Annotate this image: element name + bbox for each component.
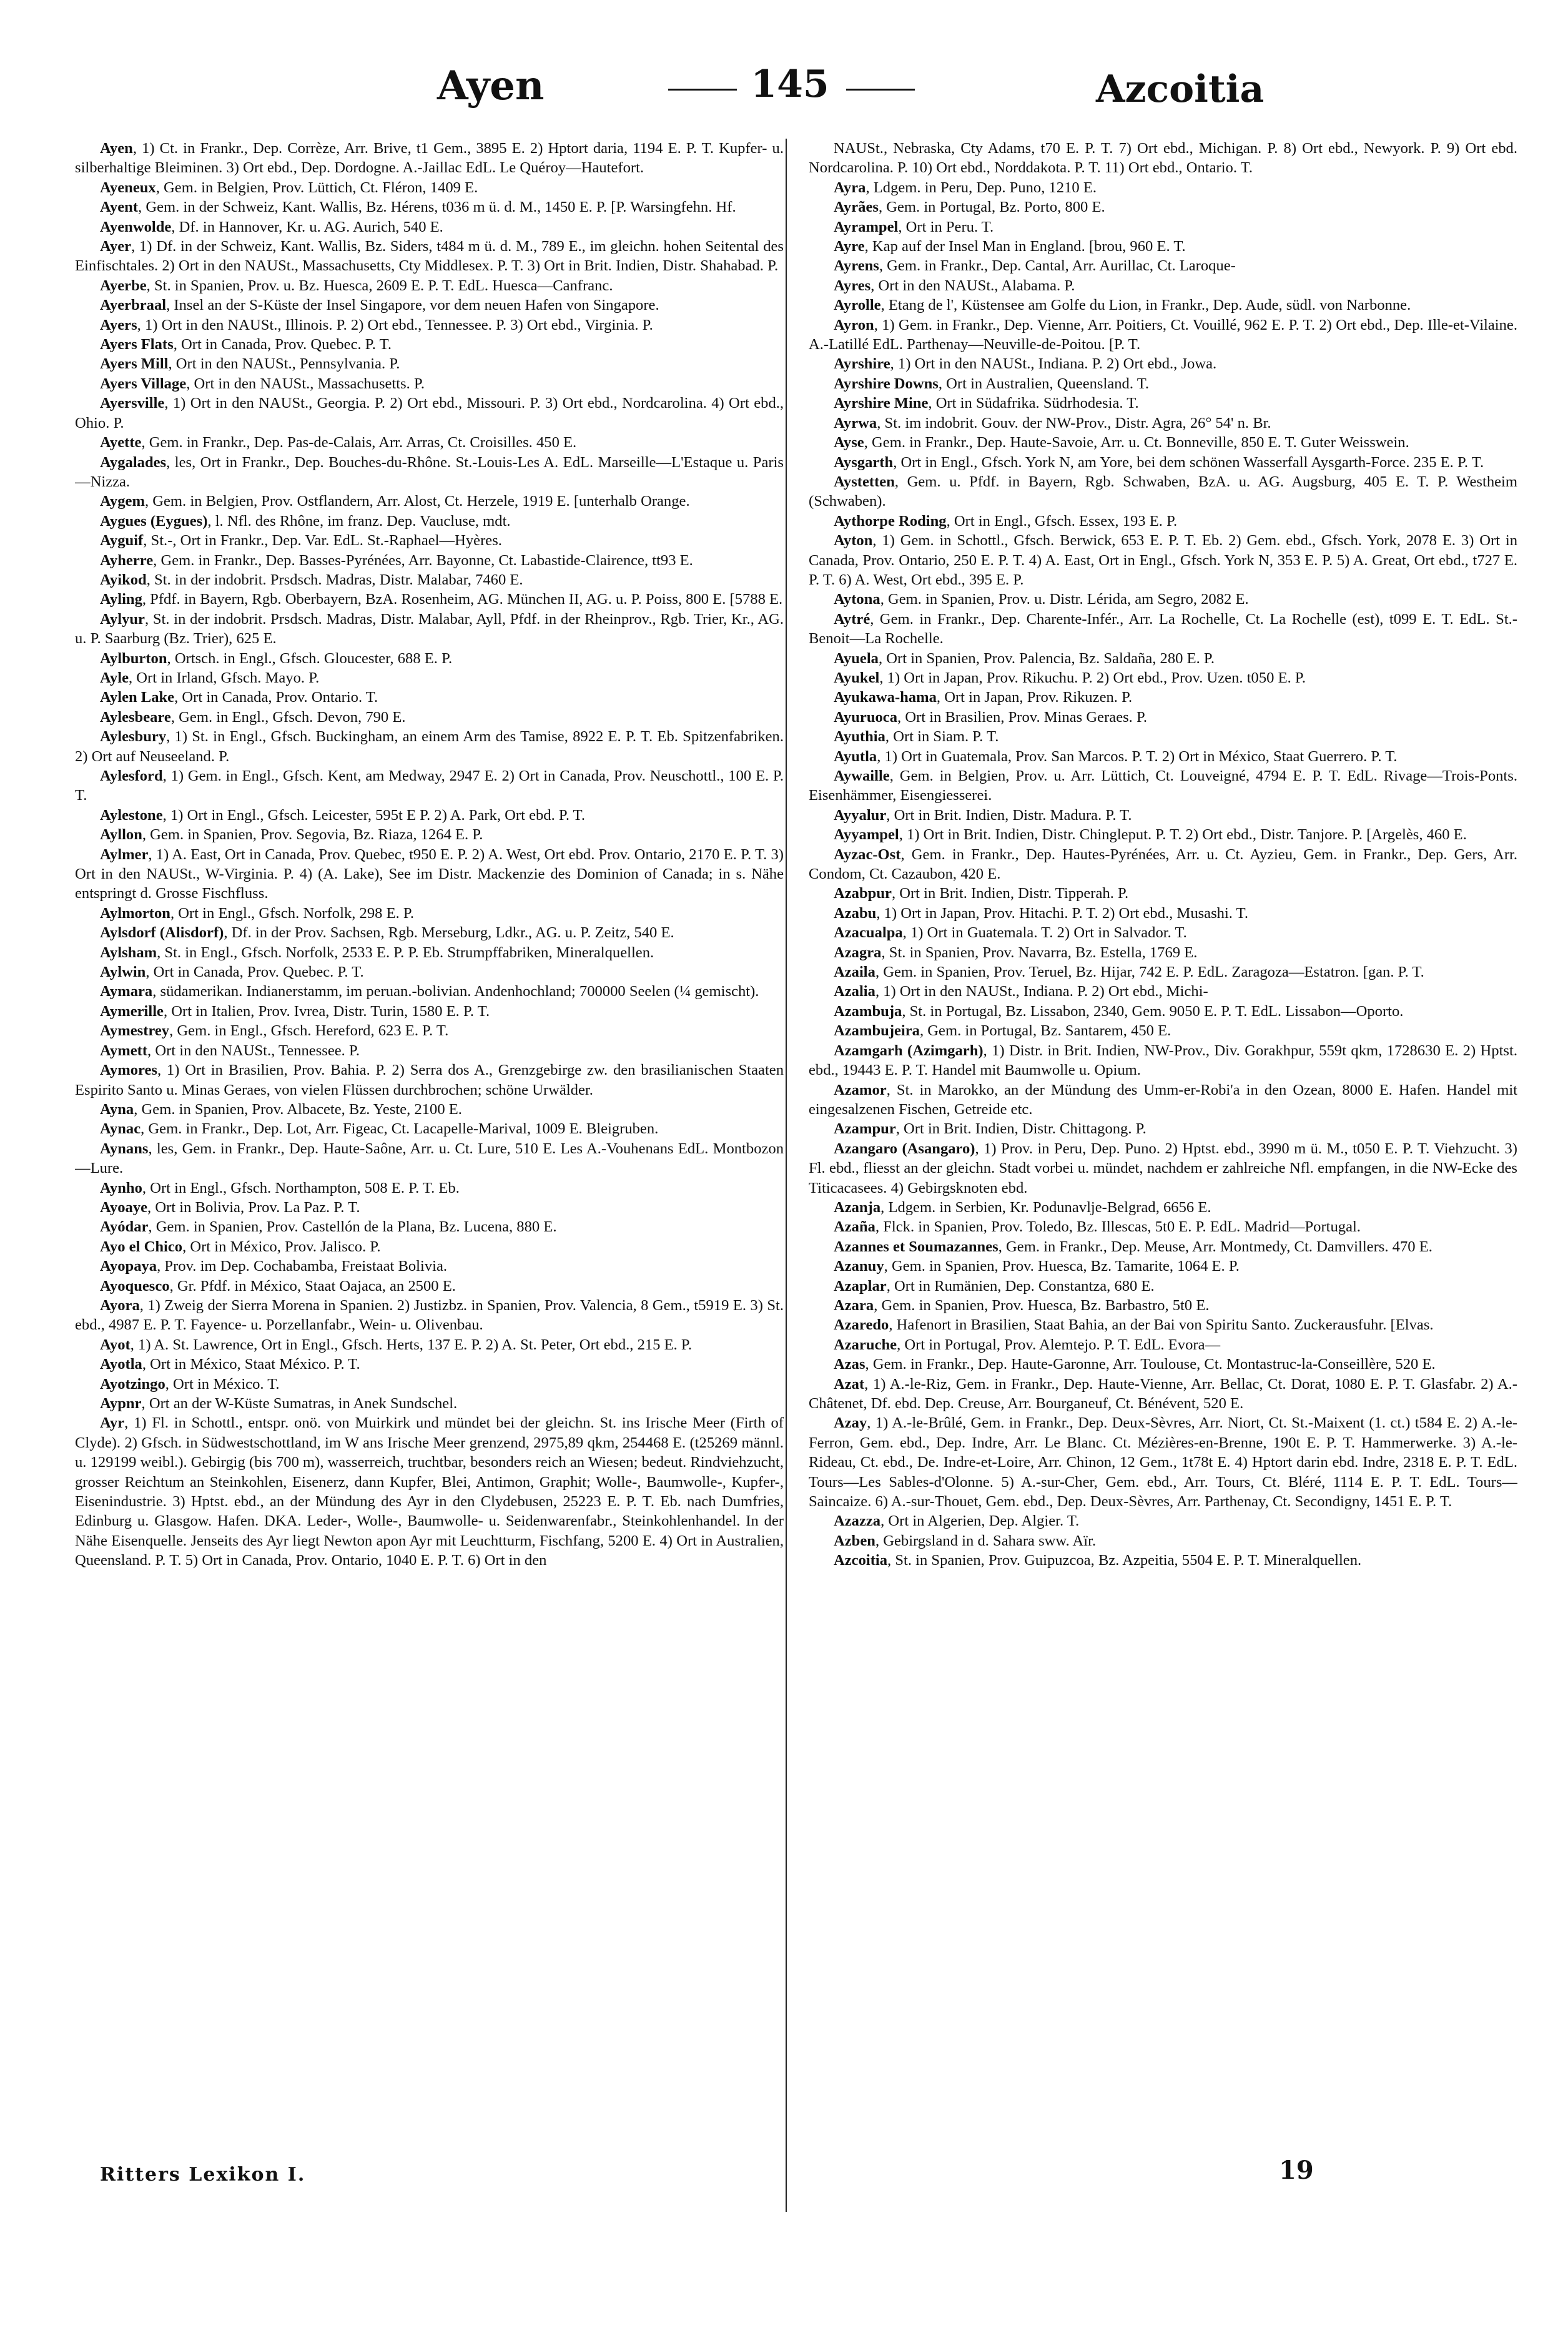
- dictionary-entry: Ayódar, Gem. in Spanien, Prov. Castellón de la Plana, Bz. Lucena, 880 E.: [100, 1218, 557, 1236]
- dictionary-entry: Aymores, 1) Ort in Brasilien, Prov. Bahia. P. 2) Serra dos A., Grenzgebirge zw. den brasilianischen Staaten Espirito Santo u. Minas Geraes, von vielen Flüssen durchbrochen; schöne Urwälder.: [75, 1062, 784, 1098]
- dictionary-entry: Ayguif, St.-, Ort in Frankr., Dep. Var. EdL. St.-Raphael—Hyères.: [100, 532, 502, 550]
- dictionary-entry: Ayers Mill, Ort in den NAUSt., Pennsylvania. P.: [100, 355, 400, 373]
- dictionary-entry: Ayre, Kap auf der Insel Man in England. [brou, 960 E. T.: [834, 238, 1186, 255]
- dictionary-entry: Azalia, 1) Ort in den NAUSt., Indiana. P. 2) Ort ebd., Michi-: [834, 983, 1208, 1000]
- dictionary-entry: Ayrens, Gem. in Frankr., Dep. Cantal, Arr. Aurillac, Ct. Laroque-: [834, 257, 1236, 275]
- dictionary-entry: Aygalades, les, Ort in Frankr., Dep. Bouches-du-Rhône. St.-Louis-Les A. EdL. Marseille—L'Estaque u. Paris—Nizza.: [75, 453, 784, 490]
- running-head-last-entry: Azcoitia: [1096, 67, 1265, 111]
- dictionary-entry: Azagra, St. in Spanien, Prov. Navarra, Bz. Estella, 1769 E.: [834, 944, 1198, 961]
- dictionary-entry: Aysgarth, Ort in Engl., Gfsch. York N, am Yore, bei dem schönen Wasserfall Aysgarth-Force. 235 E. P. T.: [834, 453, 1484, 471]
- dictionary-entry: Ayrshire Downs, Ort in Australien, Queensland. T.: [834, 375, 1150, 392]
- footer-signature: Ritters Lexikon I.: [100, 2164, 306, 2186]
- dictionary-entry: Ayzac-Ost, Gem. in Frankr., Dep. Hautes-Pyrénées, Arr. u. Ct. Ayzieu, Gem. in Frankr., Dep. Gers, Arr. Condom, Ct. Cazaubon, 420 E.: [809, 846, 1517, 883]
- dictionary-entry: Ayeneux, Gem. in Belgien, Prov. Lüttich, Ct. Fléron, 1409 E.: [100, 179, 478, 196]
- dictionary-entry: Azaplar, Ort in Rumänien, Dep. Constantza, 680 E.: [834, 1277, 1155, 1295]
- dictionary-entry: Ayllon, Gem. in Spanien, Prov. Segovia, Bz. Riaza, 1264 E. P.: [100, 826, 483, 844]
- dictionary-entry: Ayopaya, Prov. im Dep. Cochabamba, Freistaat Bolivia.: [100, 1258, 448, 1275]
- dictionary-entry: Ayra, Ldgem. in Peru, Dep. Puno, 1210 E.: [834, 179, 1097, 196]
- dictionary-entry: Aylmer, 1) A. East, Ort in Canada, Prov. Quebec, t950 E. P. 2) A. West, Ort ebd. Prov. Ontario, 2170 E. P. T. 3) Ort in den NAUSt., W-Virginia. P. 4) (A. Lake), See im Distr. Mackenzie des Dominion of Canada; in s. Nähe entspringt d. Grosse Fischfluss.: [75, 846, 784, 902]
- dictionary-entry: Azacualpa, 1) Ort in Guatemala. T. 2) Ort in Salvador. T.: [834, 924, 1187, 942]
- dictionary-entry: Ayyalur, Ort in Brit. Indien, Distr. Madura. P. T.: [834, 806, 1132, 824]
- dictionary-entry: Aylburton, Ortsch. in Engl., Gfsch. Gloucester, 688 E. P.: [100, 649, 453, 667]
- dictionary-entry: Azambujeira, Gem. in Portugal, Bz. Santarem, 450 E.: [834, 1022, 1171, 1040]
- dictionary-entry: Azara, Gem. in Spanien, Prov. Huesca, Bz. Barbastro, 5t0 E.: [834, 1296, 1210, 1314]
- dictionary-entry: Ayo el Chico, Ort in México, Prov. Jalisco. P.: [100, 1238, 381, 1255]
- dictionary-entry: Aylwin, Ort in Canada, Prov. Quebec. P. T.: [100, 964, 364, 981]
- dictionary-entry: Ayukawa-hama, Ort in Japan, Prov. Rikuzen. P.: [834, 689, 1133, 706]
- right-column: [809, 139, 1517, 2212]
- dictionary-entry: Aymerille, Ort in Italien, Prov. Ivrea, Distr. Turin, 1580 E. P. T.: [100, 1002, 490, 1020]
- dictionary-entry: Aymestrey, Gem. in Engl., Gfsch. Hereford, 623 E. P. T.: [100, 1022, 449, 1040]
- signature-number: 19: [1279, 2156, 1314, 2185]
- dictionary-entry: Ayyampel, 1) Ort in Brit. Indien, Distr. Chingleput. P. T. 2) Ort ebd., Distr. Tanjore. P. [Argelès, 460 E.: [834, 826, 1467, 844]
- dictionary-entry: Aynho, Ort in Engl., Gfsch. Northampton, 508 E. P. T. Eb.: [100, 1179, 460, 1196]
- dictionary-entry: Ayrshire Mine, Ort in Südafrika. Südrhodesia. T.: [834, 395, 1139, 412]
- dictionary-entry: Azaila, Gem. in Spanien, Prov. Teruel, Bz. Hijar, 742 E. P. EdL. Zaragoza—Estatron. [gan. P. T.: [834, 964, 1424, 981]
- dictionary-entry: Ayikod, St. in der indobrit. Prsdsch. Madras, Distr. Malabar, 7460 E.: [100, 571, 523, 588]
- header-dash-right: [846, 89, 915, 91]
- dictionary-entry: Azaredo, Hafenort in Brasilien, Staat Bahia, an der Bai von Spiritu Santo. Zuckerausfuhr. [Elvas.: [834, 1316, 1434, 1334]
- dictionary-entry: Ayette, Gem. in Frankr., Dep. Pas-de-Calais, Arr. Arras, Ct. Croisilles. 450 E.: [100, 434, 577, 451]
- dictionary-entry: Azamor, St. in Marokko, an der Mündung des Umm-er-Robi'a in den Ozean, 8000 E. Hafen. Handel mit eingesalzenen Fischen, Getreide etc.: [809, 1081, 1517, 1118]
- dictionary-entry: Azcoitia, St. in Spanien, Prov. Guipuzcoa, Bz. Azpeitia, 5504 E. P. T. Mineralquellen.: [834, 1552, 1362, 1569]
- dictionary-entry: Azazza, Ort in Algerien, Dep. Algier. T.: [834, 1512, 1080, 1530]
- dictionary-entry: Ayora, 1) Zweig der Sierra Morena in Spanien. 2) Justizbz. in Spanien, Prov. Valencia, 8 Gem., t5919 E. 3) St. ebd., 4987 E. P. T. Fayence- u. Porzellanfabr., Wein- u. Olivenbau.: [75, 1296, 784, 1334]
- dictionary-entry: Ayerbraal, Insel an der S-Küste der Insel Singapore, vor dem neuen Hafen von Singapore.: [100, 297, 659, 314]
- dictionary-entry: Azaruche, Ort in Portugal, Prov. Alemtejo. P. T. EdL. Evora—: [834, 1336, 1221, 1353]
- dictionary-entry: Aymett, Ort in den NAUSt., Tennessee. P.: [100, 1042, 360, 1059]
- dictionary-entry: Ayent, Gem. in der Schweiz, Kant. Wallis, Bz. Hérens, t036 m ü. d. M., 1450 E. P. [P. Warsingfehn. Hf.: [100, 199, 736, 216]
- dictionary-entry: Aylesbeare, Gem. in Engl., Gfsch. Devon, 790 E.: [100, 708, 406, 726]
- dictionary-entry: Ayer, 1) Df. in der Schweiz, Kant. Wallis, Bz. Siders, t484 m ü. d. M., 789 E., im gleichn. hohen Seitental des Einfischtales. 2) Ort in den NAUSt., Massachusetts, Cty Middlesex. P. T. 3) Ort in Brit. Indien, Distr. Shahabad. P.: [75, 238, 784, 275]
- dictionary-entry: Azabu, 1) Ort in Japan, Prov. Hitachi. P. T. 2) Ort ebd., Musashi. T.: [834, 904, 1248, 922]
- dictionary-entry: Ayron, 1) Gem. in Frankr., Dep. Vienne, Arr. Poitiers, Ct. Vouillé, 962 E. P. T. 2) Ort ebd., Dep. Ille-et-Vilaine. A.-Latillé EdL. Parthenay—Neuville-de-Poitou. [P. T.: [809, 316, 1517, 353]
- dictionary-entry: Azambuja, St. in Portugal, Bz. Lissabon, 2340, Gem. 9050 E. P. T. EdL. Lissabon—Oporto.: [834, 1002, 1404, 1020]
- dictionary-entry: Aynans, les, Gem. in Frankr., Dep. Haute-Saône, Arr. u. Ct. Lure, 510 E. Les A.-Vouhenans EdL. Montbozon—Lure.: [75, 1140, 784, 1177]
- dictionary-entry: Aywaille, Gem. in Belgien, Prov. u. Arr. Lüttich, Ct. Louveigné, 4794 E. P. T. EdL. Rivage—Trois-Ponts. Eisenhämmer, Eisengiesserei.: [809, 767, 1517, 804]
- dictionary-entry: Aytona, Gem. in Spanien, Prov. u. Distr. Lérida, am Segro, 2082 E.: [834, 591, 1249, 608]
- dictionary-entry: Ayotla, Ort in México, Staat México. P. T.: [100, 1356, 360, 1373]
- dictionary-entry: Azampur, Ort in Brit. Indien, Distr. Chittagong. P.: [834, 1120, 1146, 1138]
- dictionary-entry: Ayersville, 1) Ort in den NAUSt., Georgia. P. 2) Ort ebd., Missouri. P. 3) Ort ebd., Nordcarolina. 4) Ort ebd., Ohio. P.: [75, 395, 784, 432]
- dictionary-entry: Aylestone, 1) Ort in Engl., Gfsch. Leicester, 595t E P. 2) A. Park, Ort ebd. P. T.: [100, 806, 586, 824]
- dictionary-entry: Ayen, 1) Ct. in Frankr., Dep. Corrèze, Arr. Brive, t1 Gem., 3895 E. 2) Hptort daria, 1194 E. P. T. Kupfer- u. silberhaltige Bleiminen. 3) Ort ebd., Dep. Dordogne. A.-Jaillac EdL. Le Quéroy—Hautefort.: [75, 140, 784, 177]
- dictionary-entry: Ayerbe, St. in Spanien, Prov. u. Bz. Huesca, 2609 E. P. T. EdL. Huesca—Canfranc.: [100, 277, 613, 294]
- dictionary-entry: Aylesbury, 1) St. in Engl., Gfsch. Buckingham, an einem Arm des Tamise, 8922 E. P. T. Eb. Spitzenfabriken. 2) Ort auf Neuseeland. P.: [75, 728, 784, 765]
- dictionary-entry: Azay, 1) A.-le-Brûlé, Gem. in Frankr., Dep. Deux-Sèvres, Arr. Niort, Ct. St.-Maixent (1. ct.) t584 E. 2) A.-le-Ferron, Gem. ebd., Dep. Indre, Arr. Le Blanc. Ct. Mézières-en-Brenne, 190t E. P. T. Hammerwerke. 3) A.-le-Rideau, Ct. ebd., De. Indre-et-Loire, Arr. Chinon, 12 Gem., 1t78t E. 4) Hptort darin ebd. Indre, 2318 E. P. T. EdL. Tours—Les Sables-d'Olonne. 5) A.-sur-Cher, Gem. ebd., Arr. Tours, Ct. Bléré, 1114 E. P. T. EdL. Tours—Saincaize. 6) A.-sur-Thouet, Gem. ebd., Dep. Deux-Sèvres, Arr. Parthenay, Ct. Secondigny, 1451 E. P. T.: [809, 1414, 1517, 1511]
- dictionary-entry: Aythorpe Roding, Ort in Engl., Gfsch. Essex, 193 E. P.: [834, 512, 1178, 530]
- dictionary-entry: Aylsdorf (Alisdorf), Df. in der Prov. Sachsen, Rgb. Merseburg, Ldkr., AG. u. P. Zeitz, 540 E.: [100, 924, 674, 942]
- dictionary-entry: Aylesford, 1) Gem. in Engl., Gfsch. Kent, am Medway, 2947 E. 2) Ort in Canada, Prov. Neuschottl., 100 E. P. T.: [75, 767, 784, 804]
- dictionary-entry: Aylyur, St. in der indobrit. Prsdsch. Madras, Distr. Malabar, Ayll, Pfdf. in der Rheinprov., Rgb. Trier, Kr., AG. u. P. Saarburg (Bz. Trier), 625 E.: [75, 610, 784, 648]
- running-head-first-entry: Ayen: [437, 62, 545, 109]
- dictionary-entry: Azanja, Ldgem. in Serbien, Kr. Podunavlje-Belgrad, 6656 E.: [834, 1198, 1211, 1216]
- dictionary-entry: Ayukel, 1) Ort in Japan, Prov. Rikuchu. P. 2) Ort ebd., Prov. Uzen. t050 E. P.: [834, 669, 1306, 686]
- dictionary-entry: Aypnr, Ort an der W-Küste Sumatras, in Anek Sundschel.: [100, 1395, 458, 1412]
- dictionary-entry: Aytré, Gem. in Frankr., Dep. Charente-Infér., Arr. La Rochelle, Ct. La Rochelle (est), t099 E. T. EdL. St.-Benoit—La Rochelle.: [809, 610, 1517, 648]
- dictionary-entry: Azamgarh (Azimgarh), 1) Distr. in Brit. Indien, NW-Prov., Div. Gorakhpur, 559t qkm, 1728630 E. 2) Hptst. ebd., 19443 E. P. T. Handel mit Baumwolle u. Opium.: [809, 1042, 1517, 1079]
- dictionary-entry: Ayrwa, St. im indobrit. Gouv. der NW-Prov., Distr. Agra, 26° 54' n. Br.: [834, 414, 1271, 432]
- dictionary-entry: Ayenwolde, Df. in Hannover, Kr. u. AG. Aurich, 540 E.: [100, 218, 443, 235]
- dictionary-entry: Ayutla, 1) Ort in Guatemala, Prov. San Marcos. P. T. 2) Ort in México, Staat Guerrero. P. T.: [834, 747, 1398, 765]
- dictionary-entry: Ayoquesco, Gr. Pfdf. in México, Staat Oajaca, an 2500 E.: [100, 1277, 456, 1295]
- dictionary-entry: NAUSt., Nebraska, Cty Adams, t70 E. P. T. 7) Ort ebd., Michigan. P. 8) Ort ebd., Newyork. P. 9) Ort ebd. Nordcarolina. P. 10) Ort ebd., Norddakota. P. T. 11) Ort ebd., Ontario. T.: [809, 140, 1517, 177]
- dictionary-entry: Aymara, südamerikan. Indianerstamm, im peruan.-bolivian. Andenhochland; 700000 Seelen (¼ gemischt).: [100, 983, 759, 1000]
- dictionary-entry: Ayse, Gem. in Frankr., Dep. Haute-Savoie, Arr. u. Ct. Bonneville, 850 E. T. Guter Weisswein.: [834, 434, 1409, 451]
- dictionary-entry: Azaña, Flck. in Spanien, Prov. Toledo, Bz. Illescas, 5t0 E. P. EdL. Madrid—Portugal.: [834, 1218, 1361, 1236]
- dictionary-entry: Ayrshire, 1) Ort in den NAUSt., Indiana. P. 2) Ort ebd., Jowa.: [834, 355, 1217, 373]
- dictionary-entry: Ayrães, Gem. in Portugal, Bz. Porto, 800 E.: [834, 199, 1105, 216]
- dictionary-entry: Aygues (Eygues), l. Nfl. des Rhône, im franz. Dep. Vaucluse, mdt.: [100, 512, 511, 530]
- dictionary-entry: Ayna, Gem. in Spanien, Prov. Albacete, Bz. Yeste, 2100 E.: [100, 1100, 462, 1118]
- dictionary-entry: Ayers Flats, Ort in Canada, Prov. Quebec. P. T.: [100, 336, 392, 353]
- dictionary-entry: Azabpur, Ort in Brit. Indien, Distr. Tipperah. P.: [834, 885, 1129, 902]
- dictionary-entry: Aylsham, St. in Engl., Gfsch. Norfolk, 2533 E. P. P. Eb. Strumpffabriken, Mineralquellen.: [100, 944, 654, 961]
- dictionary-entry: Aylmorton, Ort in Engl., Gfsch. Norfolk, 298 E. P.: [100, 904, 414, 922]
- dictionary-entry: Ayling, Pfdf. in Bayern, Rgb. Oberbayern, BzA. Rosenheim, AG. München II, AG. u. P. Poiss, 800 E. [5788 E.: [100, 591, 783, 608]
- dictionary-entry: Aystetten, Gem. u. Pfdf. in Bayern, Rgb. Schwaben, BzA. u. AG. Augsburg, 405 E. T. P. Westheim (Schwaben).: [809, 473, 1517, 510]
- dictionary-entry: Ayr, 1) Fl. in Schottl., entspr. onö. von Muirkirk und mündet bei der gleichn. St. ins Irische Meer (Firth of Clyde). 2) Gfsch. in Südwestschottland, im W ans Irische Meer grenzend, 2975,89 qkm, 254468 E. (t25269 männl. u. 129199 weibl.). Gebirgig (bis 700 m), wasserreich, truchtbar, besonders reich an Wiesen; bedeut. Rindviehzucht, grosser Reichtum an Steinkohlen, Eisenerz, dann Kupfer, Blei, Antimon, Graphit; Wolle-, Baumwolle-, Kupfer-, Eisenindustrie. 3) Hptst. ebd., an der Mündung des Ayr in den Clydebusen, 25223 E. P. T. Eb. nach Dumfries, Edinburg u. Glasgow. Hafen. DKA. Leder-, Wolle-, Baumwolle- u. Seidenwarenfabr., Steinkohlenhandel. In der Nähe Eisenquelle. Jenseits des Ayr liegt Newton apon Ayr mit Leuchtturm, Fischfang, 5200 E. 4) Ort in Australien, Queensland. P. T. 5) Ort in Canada, Prov. Ontario, 1040 E. P. T. 6) Ort in den: [75, 1414, 784, 1569]
- dictionary-entry: Azben, Gebirgsland in d. Sahara sww. Aïr.: [834, 1532, 1097, 1549]
- dictionary-entry: Ayotzingo, Ort in México. T.: [100, 1375, 280, 1393]
- dictionary-entry: Ayle, Ort in Irland, Gfsch. Mayo. P.: [100, 669, 320, 686]
- dictionary-entry: Aynac, Gem. in Frankr., Dep. Lot, Arr. Figeac, Ct. Lacapelle-Marival, 1009 E. Bleigruben.: [100, 1120, 659, 1138]
- dictionary-entry: Aylen Lake, Ort in Canada, Prov. Ontario. T.: [100, 689, 378, 706]
- dictionary-entry: Azas, Gem. in Frankr., Dep. Haute-Garonne, Arr. Toulouse, Ct. Montastruc-la-Conseillère, 520 E.: [834, 1356, 1436, 1373]
- dictionary-entry: Ayherre, Gem. in Frankr., Dep. Basses-Pyrénées, Arr. Bayonne, Ct. Labastide-Clairence, tt93 E.: [100, 551, 693, 569]
- page-number: 145: [751, 62, 829, 106]
- dictionary-entry: Azangaro (Asangaro), 1) Prov. in Peru, Dep. Puno. 2) Hptst. ebd., 3990 m ü. M., t050 E. P. T. Viehzucht. 3) Fl. ebd., fliesst an der gleichn. Stadt vorbei u. mündet, nachdem er zahlreiche Nfl. empfangen, in die NW-Ecke des Titicacasees. 4) Gebirgsknoten ebd.: [809, 1140, 1517, 1196]
- dictionary-entry: Ayers Village, Ort in den NAUSt., Massachusetts. P.: [100, 375, 425, 392]
- dictionary-entry: Ayrampel, Ort in Peru. T.: [834, 218, 994, 235]
- dictionary-entry: Ayrolle, Etang de l', Küstensee am Golfe du Lion, in Frankr., Dep. Aude, südl. von Narbonne.: [834, 297, 1411, 314]
- dictionary-entry: Ayres, Ort in den NAUSt., Alabama. P.: [834, 277, 1075, 294]
- dictionary-entry: Ayers, 1) Ort in den NAUSt., Illinois. P. 2) Ort ebd., Tennessee. P. 3) Ort ebd., Virginia. P.: [100, 316, 653, 333]
- dictionary-entry: Azat, 1) A.-le-Riz, Gem. in Frankr., Dep. Haute-Vienne, Arr. Bellac, Ct. Dorat, 1080 E. P. T. Glasfabr. 2) A.-Châtenet, Df. ebd. Dep. Creuse, Arr. Bourganeuf, Ct. Bénévent, 520 E.: [809, 1375, 1517, 1412]
- dictionary-entry: Ayuthia, Ort in Siam. P. T.: [834, 728, 999, 746]
- dictionary-entry: Aygem, Gem. in Belgien, Prov. Ostflandern, Arr. Alost, Ct. Herzele, 1919 E. [unterhalb Orange.: [100, 493, 690, 510]
- page-header: [0, 56, 1568, 131]
- dictionary-entry: Ayot, 1) A. St. Lawrence, Ort in Engl., Gfsch. Herts, 137 E. P. 2) A. St. Peter, Ort ebd., 215 E. P.: [100, 1336, 693, 1353]
- left-column: [75, 139, 784, 2212]
- dictionary-entry: Azannes et Soumazannes, Gem. in Frankr., Dep. Meuse, Arr. Montmedy, Ct. Damvillers. 470 E.: [834, 1238, 1432, 1255]
- dictionary-entry: Ayuruoca, Ort in Brasilien, Prov. Minas Geraes. P.: [834, 708, 1148, 726]
- column-divider: [786, 139, 787, 2212]
- dictionary-entry: Azanuy, Gem. in Spanien, Prov. Huesca, Bz. Tamarite, 1064 E. P.: [834, 1258, 1240, 1275]
- dictionary-entry: Ayoaye, Ort in Bolivia, Prov. La Paz. P. T.: [100, 1198, 360, 1216]
- dictionary-entry: Ayton, 1) Gem. in Schottl., Gfsch. Berwick, 653 E. P. T. Eb. 2) Gem. ebd., Gfsch. York, 2078 E. 3) Ort in Canada, Prov. Ontario, 250 E. P. T. 4) A. East, Ort in Engl., Gfsch. York N, 353 E. P. 5) A. Great, Ort ebd., t727 E. P. T. 6) A. West, Ort ebd., 395 E. P.: [809, 532, 1517, 588]
- dictionary-entry: Ayuela, Ort in Spanien, Prov. Palencia, Bz. Saldaña, 280 E. P.: [834, 649, 1215, 667]
